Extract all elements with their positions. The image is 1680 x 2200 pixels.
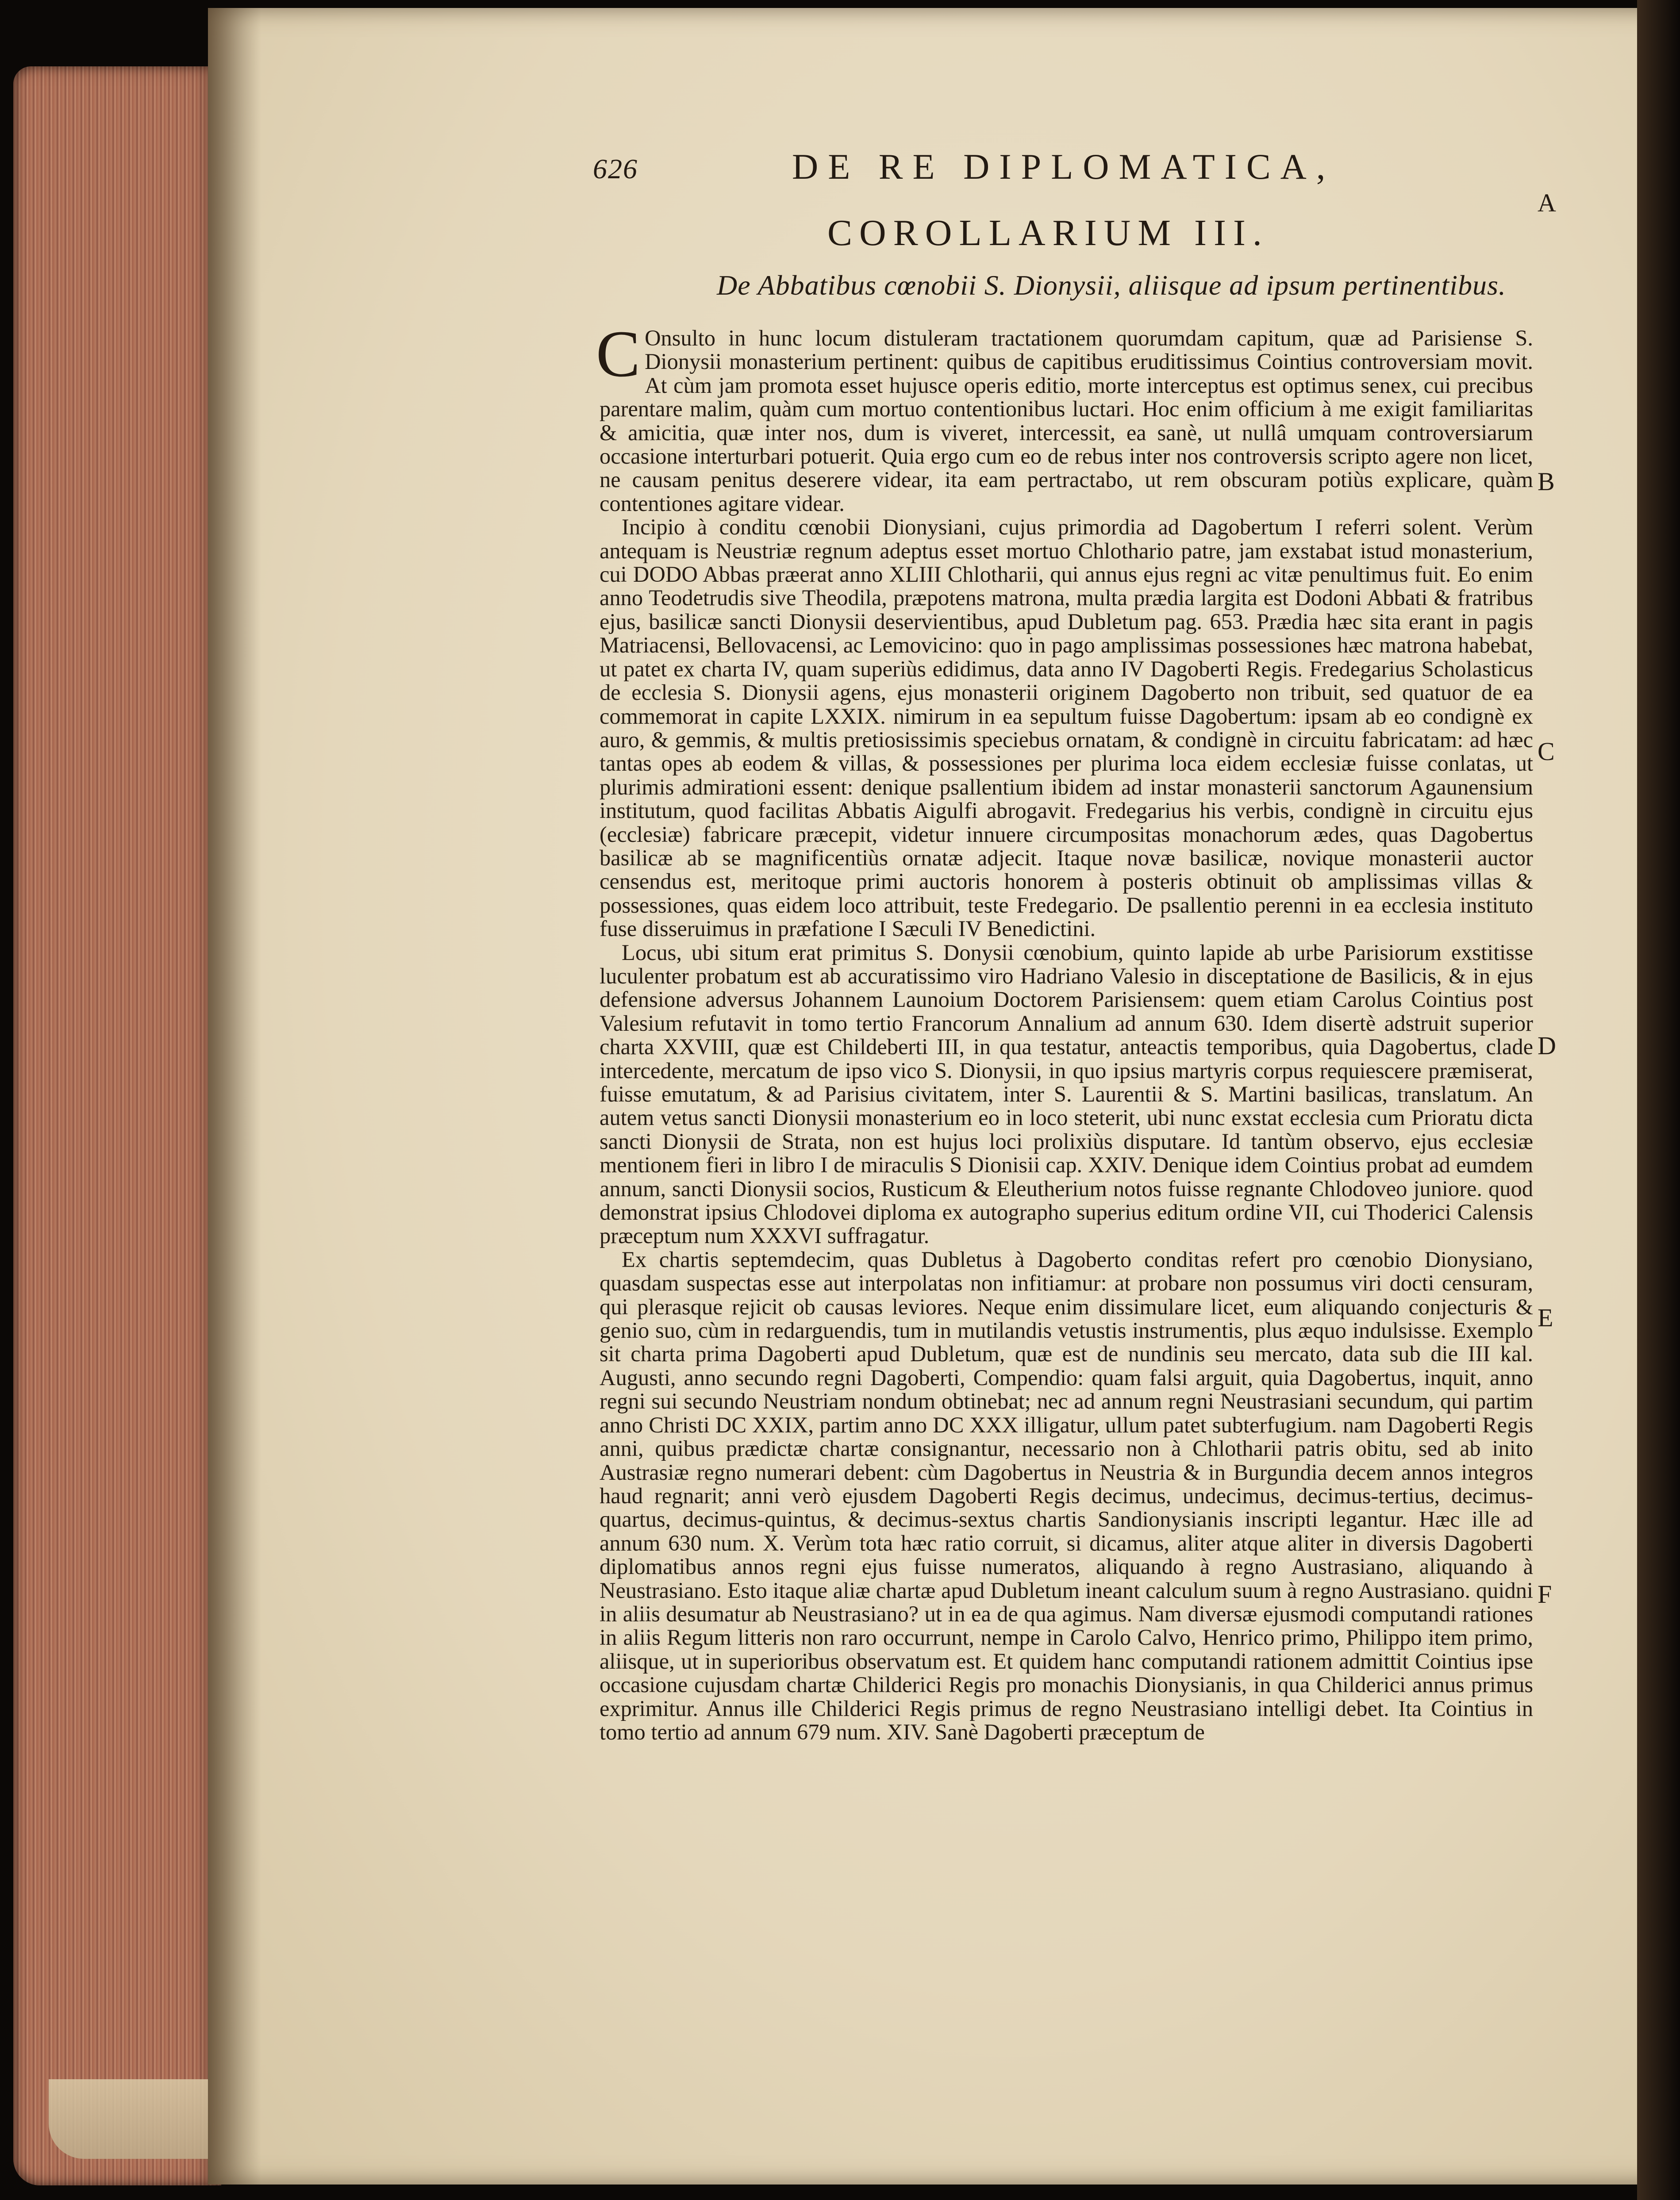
section-subtitle: De Abbatibus cœnobii S. Dionysii, aliisque ad ipsum pertinentibus. [717, 269, 1506, 301]
margin-letter-c: C [1538, 737, 1555, 766]
body-text [596, 317, 1533, 1744]
section-heading: COROLLARIUM III. [827, 212, 1269, 253]
page-number: 626 [593, 153, 638, 184]
paragraph-3: Locus, ubi situm erat primitus S. Donysii cœnobium, quinto lapide ab urbe Parisiorum exstitisse luculenter probatum est ab accuratissimo viro Hadriano Valesio in disceptatione de Basilicis, & in ejus defensione adversus Johannem Launoium Doctorem Parisiensem: quem etiam Carolus Cointius post Valesium refutavit in tomo tertio Francorum Annalium ad annum 630. Idem disertè adstruit superior charta XXVIII, quæ est Childeberti III, in qua testatur, anteactis temporibus, quia Dagobertus, clade intercedente, mercatum de ipso vico S. Dionysii, in quo ipsius martyris corpus requiescere præmiserat, fuisse emutatum, & ad Parisius civitatem, inter S. Laurentii & S. Martini basilicas, translatum. An autem vetus sancti Dionysii monasterium eo in loco steterit, ubi nunc exstat ecclesia cum Prioratu dicta sancti Dionysii de Strata, non est hujus loci prolixiùs disputare. Id tantùm observo, ejus ecclesiæ mentionem fieri in libro I de miraculis S Dionisii cap. XXIV. Denique idem Cointius probat ad eumdem annum, sancti Dionysii socios, Rusticum & Eleutherium notos fuisse regnante Chlodoveo juniore. quod demonstrat ipsius Chlodovei diploma ex autographo superius editum ordine VII, cui Thoderici Calensis præceptum num XXXVI suffragatur. [600, 940, 1533, 1248]
paragraph-1 [596, 317, 1533, 516]
paragraph-1-text: Onsulto in hunc locum distuleram tractationem quorumdam capitum, quæ ad Parisiense S. Dionysii monasterium pertinent: quibus de capitibus eruditissimus Cointius controversiam movit. At cùm jam promota esset hujusce operis editio, morte interceptus est optimus senex, cui precibus parentare malim, quàm cum mortuo contentionibus luctari. Hoc enim officium à me exigit familiaritas & amicitia, quæ inter nos, dum is viveret, intercessit, ea sanè, ut nullâ umquam controversiarum occasione interturbari potuerit. Quia ergo cum eo de rebus inter nos controversis scripto agere non licet, ne causam penitus deserere videar, ita eam pertractabo, ut rem obscuram potiùs explicare, quàm contentiones agitare videar. [600, 326, 1533, 516]
running-title: DE RE DIPLOMATICA, [792, 146, 1335, 187]
margin-letter-d: D [1538, 1031, 1556, 1060]
margin-letter-b: B [1538, 467, 1555, 496]
book-page-edges [13, 66, 221, 2185]
margin-letter-f: F [1538, 1580, 1552, 1609]
margin-letter-a: A [1538, 188, 1556, 217]
gutter-shadow [208, 8, 261, 2185]
margin-letter-e: E [1538, 1303, 1553, 1332]
paragraph-2: Incipio à conditu cœnobii Dionysiani, cujus primordia ad Dagobertum I referri solent. Verùm antequam is Neustriæ regnum adeptus esset mortuo Chlothario patre, jam exstabat istud monasterium, cui DODO Abbas præerat anno XLIII Chlotharii, qui annus ejus regni ac vitæ penultimus fuit. Eo enim anno Teodetrudis sive Theodila, præpotens matrona, multa prædia largita est Dodoni Abbati & fratribus ejus, basilicæ sancti Dionysii deservientibus, apud Dubletum pag. 653. Prædia hæc sita erant in pagis Matriacensi, Bellovacensi, ac Lemovicino: quo in pago amplissimas possessiones hæc matrona habebat, ut patet ex charta IV, quam superiùs edidimus, data anno IV Dagoberti Regis. Fredegarius Scholasticus de ecclesia S. Dionysii agens, ejus monasterii originem Dagoberto non tribuit, sed quatuor de ea commemorat in capite LXXIX. nimirum in ea sepultum fuisse Dagobertum: ipsam ab eo condignè ex auro, & gemmis, & multis pretiosissimis speciebus ornatam, & condignè in circuitu fabricatam: ad hæc tantas opes ab eodem & villas, & possessiones per plurima loca eidem ecclesiæ fuisse conlatas, ut plurimis admirationi essent: denique psallentium ibidem ad instar monasterii sanctorum Agaunensium institutum, quod facilitas Abbatis Aigulfi abrogavit. Fredegarius his verbis, condignè in circuitu ejus (ecclesiæ) fabricare præcepit, videtur innuere circumpositas monachorum ædes, quas Dagobertus basilicæ ab se magnificentiùs ornatæ adjecit. Itaque novæ basilicæ, novique monasterii auctor censendus est, meritoque primi auctoris honorem à posteris obtinuit ob amplissimas villas & possessiones, quas eidem loco attribuit, teste Fredegario. De psallentio perenni in ea ecclesia instituto fuse disseruimus in præfatione I Sæculi IV Benedictini. [600, 514, 1533, 941]
paragraph-4: Ex chartis septemdecim, quas Dubletus à Dagoberto conditas refert pro cœnobio Dionysiano, quasdam suspectas esse aut interpolatas non infitiamur: at probare non possumus viri docti censuram, qui plerasque rejicit ob causas leviores. Neque enim dissimulare licet, eum aliquando conjecturis & genio suo, cùm in redarguendis, tum in mutilandis vetustis instrumentis, plus æquo indulsisse. Exemplo sit charta prima Dagoberti apud Dubletum, quæ est de nundinis seu mercato, data sub die III kal. Augusti, anno secundo regni Dagoberti, Compendio: quam falsi arguit, quia Dagobertus, inquit, anno regni sui secundo Neustriam nondum obtinebat; nec ad annum regni Neustrasiani secundum, qui partim anno Christi DC XXIX, partim anno DC XXX illigatur, ullum patet subterfugium. nam Dagoberti Regis anni, quibus prædictæ chartæ consignantur, necessario non à Chlotharii patris obitu, sed ab inito Austrasiæ regno numerari debent: cùm Dagobertus in Neustria & in Burgundia decem annos integros haud regnarit; anni verò ejusdem Dagoberti Regis decimus, undecimus, decimus-tertius, decimus-quartus, decimus-quintus, & decimus-sextus chartis Sandionysianis inscripti legantur. Hæc ille ad annum 630 num. X. Verùm tota hæc ratio corruit, si dicamus, aliter atque aliter in diversis Dagoberti diplomatibus annos regni ejus fuisse numeratos, aliquando à regno Austrasiano, aliquando à Neustrasiano. Esto itaque aliæ chartæ apud Dubletum ineant calculum suum à regno Austrasiano. quidni in aliis desumatur ab Neustrasiano? ut in ea de qua agimus. Nam diversæ ejusmodi computandi rationes in aliis Regum litteris non raro occurrunt, nempe in Carolo Calvo, Henrico primo, Philippo item primo, aliisque, ut in superioribus observatum est. Et quidem hanc computandi rationem admittit Cointius ipse occasione cujusdam chartæ Childerici Regis pro monachis Dionysianis, in qua Childerici annus primus exprimitur. Annus ille Childerici Regis primus de regno Neustrasiano intelligi debet. Ita Cointius in tomo tertio ad annum 679 num. XIV. Sanè Dagoberti præceptum de [600, 1247, 1533, 1744]
facing-page-edge [1637, 0, 1680, 2200]
drop-cap: C [596, 317, 641, 391]
